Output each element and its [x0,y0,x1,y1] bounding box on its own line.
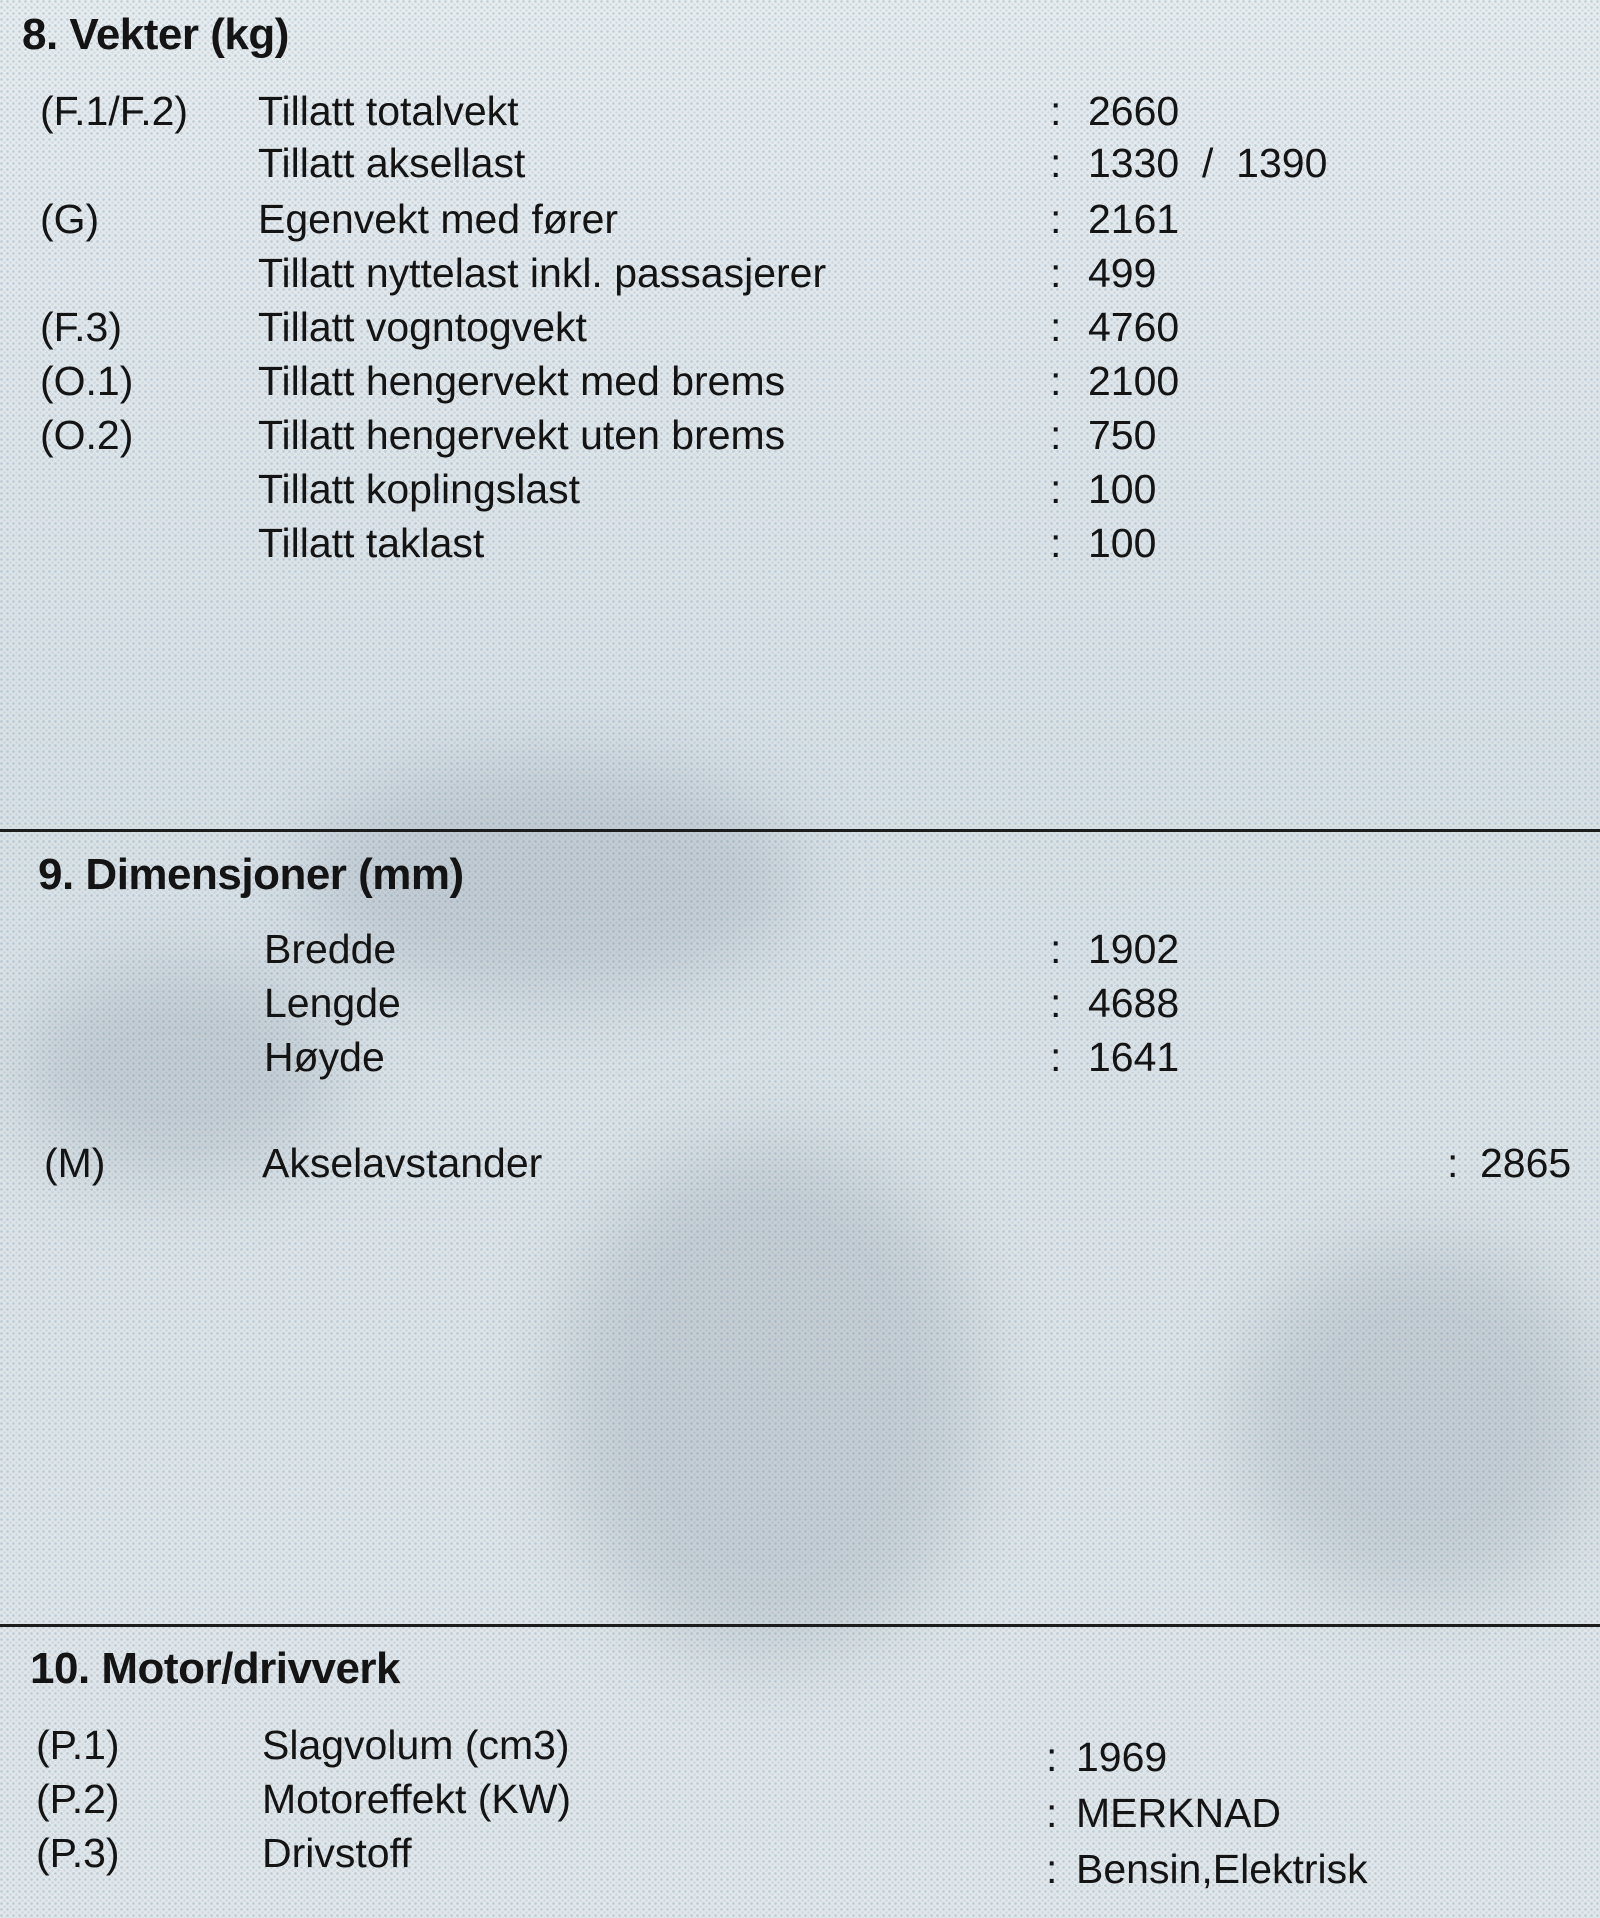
field-label: Tillatt hengervekt uten brems [258,412,786,458]
field-value: 2100 [1088,358,1180,404]
field-code: (O.1) [40,358,134,404]
field-code: (O.2) [40,412,134,458]
section-title-weights: 8. Vekter (kg) [22,10,289,59]
field-value: 4688 [1088,980,1180,1026]
field-value: 1902 [1088,926,1180,972]
field-code: (G) [40,196,100,242]
field-colon: : [1046,1734,1058,1780]
dimension-row [0,1140,1600,1194]
section-divider [0,1624,1600,1627]
field-code: (P.1) [36,1722,120,1768]
weight-row [0,250,1600,304]
field-label: Tillatt hengervekt med brems [258,358,786,404]
field-code: (F.1/F.2) [40,88,189,134]
field-label: Tillatt aksellast [258,140,526,186]
field-colon: : [1050,980,1062,1026]
field-colon: : [1050,304,1062,350]
weight-row [0,88,1600,142]
field-colon: : [1050,358,1062,404]
field-value: 750 [1088,412,1157,458]
field-colon: : [1050,196,1062,242]
weight-row [0,412,1600,466]
engine-row [0,1830,1600,1892]
field-value: 2660 [1088,88,1180,134]
field-value: 100 [1088,466,1157,512]
engine-row [0,1722,1600,1780]
section-title-dimensions: 9. Dimensjoner (mm) [38,850,464,899]
weight-row [0,196,1600,250]
field-code: (F.3) [40,304,122,350]
field-label: Drivstoff [262,1830,412,1876]
field-label: Slagvolum (cm3) [262,1722,570,1768]
field-value: MERKNAD [1076,1790,1282,1836]
weight-row [0,304,1600,358]
field-label: Motoreffekt (KW) [262,1776,572,1822]
engine-row [0,1776,1600,1836]
field-code: (P.3) [36,1830,120,1876]
field-value: 100 [1088,520,1157,566]
field-code: (P.2) [36,1776,120,1822]
field-label: Tillatt nyttelast inkl. passasjerer [258,250,827,296]
field-label: Tillatt koplingslast [258,466,581,512]
field-colon: : [1050,1034,1062,1080]
field-label: Tillatt totalvekt [258,88,519,134]
field-label: Egenvekt med fører [258,196,619,242]
field-value: 1330 / 1390 [1088,140,1328,186]
field-value: 4760 [1088,304,1180,350]
field-label: Tillatt taklast [258,520,485,566]
field-code: (M) [44,1140,106,1186]
field-label: Tillatt vogntogvekt [258,304,587,350]
field-value: 2161 [1088,196,1180,242]
field-colon: : [1050,466,1062,512]
field-colon: : [1046,1790,1058,1836]
field-colon: : [1046,1846,1058,1892]
section-title-engine: 10. Motor/drivverk [30,1644,401,1693]
field-colon: : [1050,250,1062,296]
field-label: Akselavstander [262,1140,543,1186]
field-label: Lengde [264,980,401,1026]
field-value: 1969 [1076,1734,1168,1780]
field-label: Bredde [264,926,397,972]
field-value: 499 [1088,250,1157,296]
weight-row [0,358,1600,412]
weight-row [0,466,1600,520]
field-colon: : [1050,412,1062,458]
field-colon: : [1050,88,1062,134]
section-divider [0,829,1600,832]
field-colon: : [1050,140,1062,186]
dimension-row [0,980,1600,1034]
dimension-row [0,1034,1600,1088]
field-colon: : [1050,520,1062,566]
weight-row [0,520,1600,574]
dimension-row [0,926,1600,980]
field-value: 2865 [1480,1140,1572,1186]
weight-row [0,140,1600,194]
field-colon: : [1050,926,1062,972]
field-colon: : [1447,1140,1459,1186]
field-label: Høyde [264,1034,385,1080]
field-value: 1641 [1088,1034,1180,1080]
field-value: Bensin,Elektrisk [1076,1846,1368,1892]
